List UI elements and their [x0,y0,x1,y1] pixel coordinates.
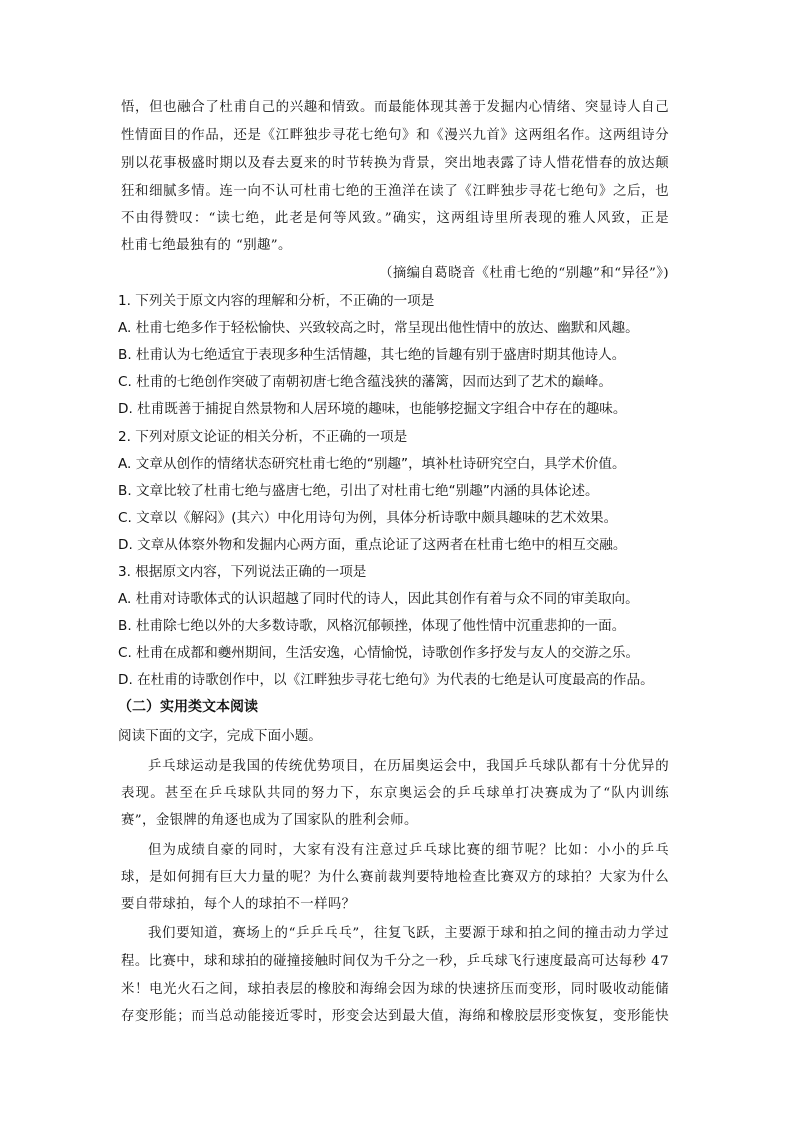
article-line: 我们要知道，赛场上的“乒乒乓乓”，往复飞跃，主要源于球和拍之间的撞击动力学过 [148,926,669,941]
passage-line: 性情面目的作品，还是《江畔独步寻花七绝句》和《漫兴九首》这两组名作。这两组诗分 [121,128,669,143]
section-heading: （二）实用类文本阅读 [118,699,258,715]
passage-source: （摘编自葛晓音《杜甫七绝的“别趣”和“异径”》) [379,266,669,281]
passage-line: 悟，但也融合了杜甫自己的兴趣和情致。而最能体现其善于发掘内心情绪、突显诗人自己 [121,100,669,115]
option-b: B. 杜甫除七绝以外的大多数诗歌，风格沉郁顿挫，体现了他性情中沉重悲抑的一面。 [118,618,626,634]
article-line: 赛”，金银牌的角逐也成为了国家队的胜利会师。 [121,813,418,828]
option-b: B. 文章比较了杜甫七绝与盛唐七绝，引出了对杜甫七绝“别趣”内涵的具体论述。 [118,483,599,499]
option-c: C. 杜甫的七绝创作突破了南朝初唐七绝含蕴浅狭的藩篱，因而达到了艺术的巅峰。 [118,374,612,390]
article-line: 但为成绩自豪的同时，大家有没有注意过乒乓球比赛的细节呢？比如：小小的乒乓 [148,843,669,858]
option-d: D. 文章从体察外物和发掘内心两方面，重点论证了这两者在杜甫七绝中的相互交融。 [118,537,627,553]
passage-line: 不由得赞叹：“读七绝，此老是何等风致。”确实，这两组诗里所表现的雅人风致，正是 [121,211,669,226]
article-line: 米！电光火石之间，球拍表层的橡胶和海绵会因为球的快速挤压而变形，同时吸收动能储 [121,982,669,997]
passage-line: 狂和细腻多情。连一向不认可杜甫七绝的王渔洋在读了《江畔独步寻花七绝句》之后，也 [121,184,669,199]
option-b: B. 杜甫认为七绝适宜于表现多种生活情趣，其七绝的旨趣有别于盛唐时期其他诗人。 [118,347,626,363]
question-stem: 1. 下列关于原文内容的理解和分析，不正确的一项是 [118,293,435,309]
option-d: D. 在杜甫的诗歌创作中，以《江畔独步寻花七绝句》为代表的七绝是认可度最高的作品。 [118,672,654,688]
article-line: 球，是如何拥有巨大力量的呢？为什么赛前裁判要特地检查比赛双方的球拍？大家为什么 [121,870,669,885]
passage-line: 杜甫七绝最独有的 “别趣”。 [121,238,292,253]
option-d: D. 杜甫既善于捕捉自然景物和人居环境的趣味，也能够挖掘文字组合中存在的趣味。 [118,401,627,417]
article-line: 乒乓球运动是我国的传统优势项目，在历届奥运会中，我国乒乓球队都有十分优异的 [148,759,669,774]
passage-line: 别以花事极盛时期以及春去夏来的时节转换为背景，突出地表露了诗人惜花惜春的放达颠 [121,156,669,171]
option-a: A. 杜甫对诗歌体式的认识超越了同时代的诗人，因此其创作有着与众不同的审美取向。 [118,591,639,607]
article-line: 程。比赛中，球和球拍的碰撞接触时间仅为千分之一秒，乒乓球飞行速度最高可达每秒 47 [121,954,669,969]
option-a: A. 杜甫七绝多作于轻松愉快、兴致较高之时，常呈现出他性情中的放达、幽默和风趣。 [118,320,639,336]
section-instruction: 阅读下面的文字，完成下面小题。 [118,728,322,744]
question-stem: 3. 根据原文内容，下列说法正确的一项是 [118,564,367,580]
article-line: 要自带球拍，每个人的球拍不一样吗？ [121,897,356,912]
article-line: 表现。甚至在乒乓球队共同的努力下，东京奥运会的乒乓球单打决赛成为了“队内训练 [121,786,669,801]
article-line: 存变形能；而当总动能接近零时，形变会达到最大值，海绵和橡胶层形变恢复，变形能快 [121,1009,669,1024]
option-a: A. 文章从创作的情绪状态研究杜甫七绝的“别趣”，填补杜诗研究空白，具学术价值。 [118,456,626,472]
option-c: C. 文章以《解闷》(其六）中化用诗句为例，具体分析诗歌中颇具趣味的艺术效果。 [118,510,618,526]
question-stem: 2. 下列对原文论证的相关分析，不正确的一项是 [118,429,408,445]
option-c: C. 杜甫在成都和夔州期间，生活安逸，心情愉悦，诗歌创作多抒发与友人的交游之乐。 [118,645,640,661]
